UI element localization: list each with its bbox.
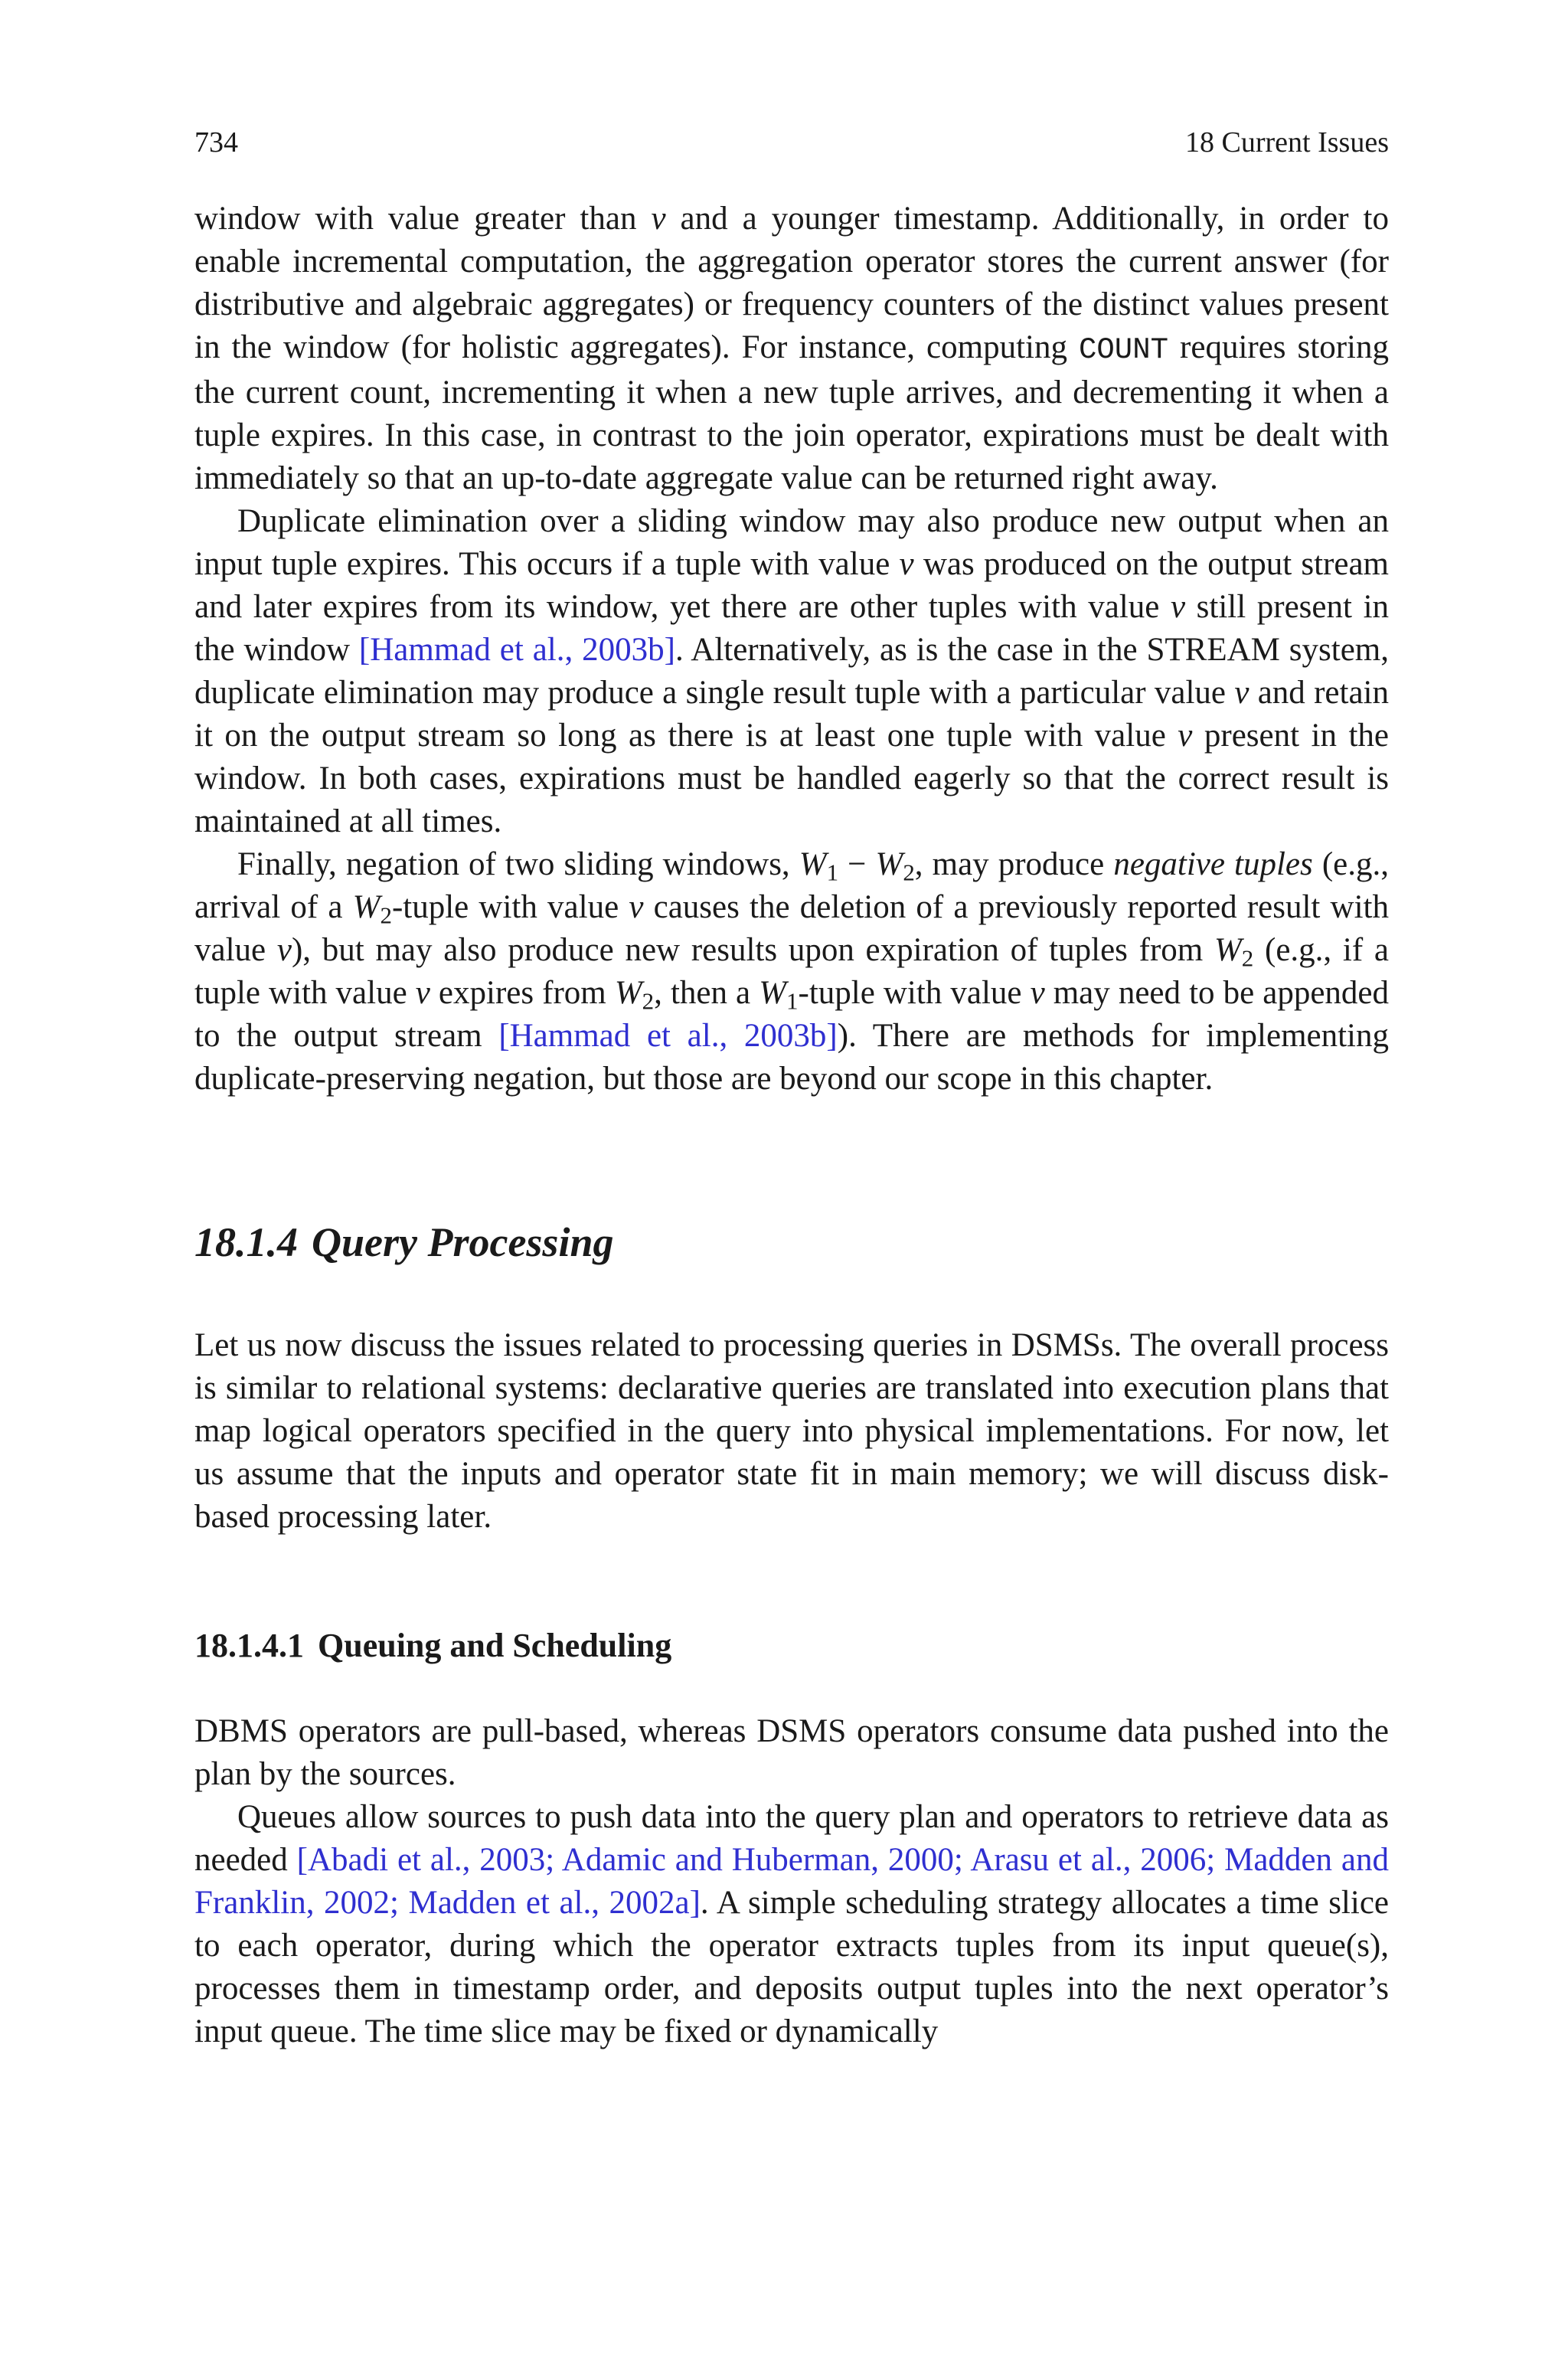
text-run: and retain it on the output stream so long as there is at least one tuple with value [194, 675, 1389, 754]
math-variable: v [1234, 675, 1250, 711]
math-variable: W [1214, 932, 1242, 968]
citation-link[interactable]: [Abadi et al., 2003; Adamic and Huberman, 2000; Arasu et al., 2006; Madden and Franklin, 2002; Madden et al., 2002a] [194, 1842, 1389, 1921]
math-subscript: 2 [1241, 944, 1254, 972]
paragraph-query-processing: Let us now discuss the issues related to processing queries in DSMSs. The overall process is similar to relational systems: declarative queries are translated into execution plans that map logical operators specified in the query into physical implementations. For now, let us assume that the inputs and operator state fit in main memory; we will discuss disk-based processing later. [194, 1327, 1389, 1535]
text-run: may need to be appended to the output stream [194, 975, 1389, 1054]
section-number: 18.1.4 [194, 1219, 298, 1265]
text-run: ), but may also produce new results upon expiration of tuples from [291, 932, 1214, 968]
text-run: present in the window. In both cases, expirations must be handled eagerly so that the correct result is maintained at all times. [194, 718, 1389, 839]
math-variable: W [759, 975, 787, 1011]
subsection-heading [194, 1624, 1389, 1667]
citation-link[interactable]: [Hammad et al., 2003b] [498, 1018, 838, 1054]
paragraph-queues [194, 1796, 1389, 2053]
running-header [194, 121, 1389, 164]
paragraph-duplicate-elimination [194, 500, 1389, 843]
section-title: Query Processing [312, 1219, 614, 1265]
math-subscript: 1 [826, 859, 839, 886]
text-run: . Alternatively, as is the case in the STREAM system, duplicate elimination may produce a single result tuple with a particular value [194, 632, 1390, 711]
text-run: Duplicate elimination over a sliding window may also produce new output when an input tuple expires. This occurs if a tuple with value [194, 503, 1389, 582]
text-run: and a younger timestamp. Additionally, in order to enable incremental computation, the aggregation operator stores the current answer (for distributive and algebraic aggregates) or frequency counters of the distinct values present in the window (for holistic aggregates). For instance, computing [194, 201, 1389, 365]
math-variable: v [276, 932, 292, 968]
section-heading [194, 1215, 1389, 1269]
math-variable: W [875, 846, 903, 882]
math-variable: v [1030, 975, 1045, 1011]
math-subscript: 2 [642, 987, 655, 1015]
page-number: 734 [194, 126, 238, 159]
math-variable: v [1178, 718, 1193, 754]
paragraph-aggregation [194, 198, 1389, 500]
math-variable: W [799, 846, 827, 882]
text-run: , may produce [914, 846, 1114, 882]
subsection-title: Queuing and Scheduling [318, 1627, 672, 1664]
text-run: (e.g., if a tuple with value [194, 932, 1389, 1011]
text-run: window with value greater than [194, 201, 652, 237]
math-subscript: 2 [903, 859, 915, 886]
text-run: . A simple scheduling strategy allocates a time slice to each operator, during which the operator extracts tuples from its input queue(s), processes them in timestamp order, and deposits output tuples into the next operator’s input queue. The time slice may be fixed or dynamically [194, 1885, 1389, 2049]
math-variable: v [415, 975, 430, 1011]
paragraph-negation [194, 843, 1389, 1101]
math-variable: v [899, 546, 914, 582]
chapter-title: 18 Current Issues [1185, 126, 1389, 159]
text-run: causes the deletion of a previously reported result with value [194, 889, 1389, 968]
text-run: requires storing the current count, incrementing it when a new tuple arrives, and decrementing it when a tuple expires. In this case, in contrast to the join operator, expirations must be dealt with immediately so that an up-to-date aggregate value can be returned right away. [194, 329, 1389, 496]
text-run: , then a [654, 975, 760, 1011]
text-run: (e.g., arrival of a [194, 846, 1389, 925]
text-run: -tuple with value [391, 889, 629, 925]
math-operator: − [838, 846, 876, 882]
math-subscript: 1 [786, 987, 799, 1015]
math-variable: v [651, 201, 666, 237]
text-run: Finally, negation of two sliding windows, [237, 846, 799, 882]
math-variable: v [1170, 589, 1186, 625]
math-variable: W [352, 889, 381, 925]
text-run: was produced on the output stream and later expires from its window, yet there are other tuples with value [194, 546, 1389, 625]
subsection-number: 18.1.4.1 [194, 1627, 304, 1664]
math-variable: v [629, 889, 644, 925]
text-run: Queues allow sources to push data into the query plan and operators to retrieve data as needed [194, 1799, 1389, 1878]
citation-link[interactable]: [Hammad et al., 2003b] [358, 632, 675, 668]
emphasis-term: negative tuples [1113, 846, 1313, 882]
text-run: expires from [430, 975, 615, 1011]
text-run: -tuple with value [798, 975, 1031, 1011]
code-count: COUNT [1078, 333, 1169, 367]
text-run: ). There are methods for implementing duplicate-preserving negation, but those are beyond our scope in this chapter. [194, 1018, 1390, 1097]
math-variable: W [614, 975, 642, 1011]
text-run: still present in the window [194, 589, 1390, 668]
paragraph-pull-push: DBMS operators are pull-based, whereas DSMS operators consume data pushed into the plan by the sources. [194, 1713, 1389, 1792]
book-page [194, 121, 1389, 2053]
math-subscript: 2 [380, 901, 392, 929]
